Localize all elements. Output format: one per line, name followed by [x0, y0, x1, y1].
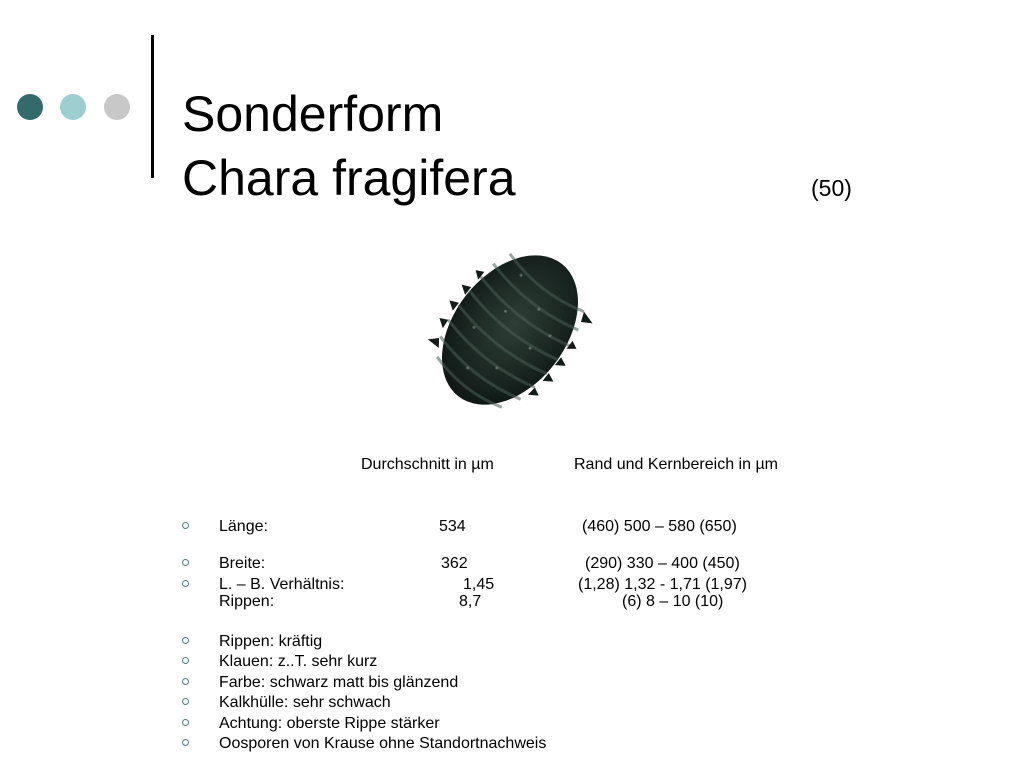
row-average-laenge: 534 — [439, 518, 466, 535]
column-header-average: Durchschnitt in µm — [361, 456, 494, 473]
title-divider — [151, 35, 154, 178]
row-average-verhaeltnis: 1,45 — [463, 576, 495, 593]
row-label-laenge: Länge: — [219, 518, 268, 535]
bullet-icon — [182, 719, 189, 726]
oospore-image — [425, 240, 595, 420]
bullet-icon — [182, 698, 189, 705]
decor-dot-grey — [104, 94, 130, 120]
note-item: Farbe: schwarz matt bis glänzend — [219, 674, 459, 691]
note-item: Rippen: kräftig — [219, 633, 323, 650]
row-label-verhaeltnis: L. – B. Verhältnis: — [219, 576, 345, 593]
bullet-icon — [182, 580, 189, 587]
note-item: Oosporen von Krause ohne Standortnachweis — [219, 735, 547, 752]
bullet-icon — [182, 559, 189, 566]
decor-dot-teal — [60, 94, 86, 120]
row-range-breite: (290) 330 – 400 (450) — [585, 555, 740, 572]
note-item: Klauen: z..T. sehr kurz — [219, 653, 378, 670]
note-item: Kalkhülle: sehr schwach — [219, 694, 391, 711]
row-average-breite: 362 — [441, 555, 468, 572]
row-label-rippen: Rippen: — [219, 593, 275, 610]
bullet-icon — [182, 739, 189, 746]
row-range-laenge: (460) 500 – 580 (650) — [582, 518, 737, 535]
bullet-icon — [182, 522, 189, 529]
slide-title — [182, 82, 516, 210]
row-range-rippen: (6) 8 – 10 (10) — [622, 593, 724, 610]
bullet-icon — [182, 678, 189, 685]
note-item: Achtung: oberste Rippe stärker — [219, 715, 440, 732]
title-line-2: Chara fragifera — [182, 150, 516, 206]
slide-number: (50) — [811, 175, 852, 201]
column-header-range: Rand und Kernbereich in µm — [574, 456, 778, 473]
row-average-rippen: 8,7 — [459, 593, 482, 610]
bullet-icon — [182, 637, 189, 644]
title-line-1: Sonderform — [182, 86, 444, 142]
row-range-verhaeltnis: (1,28) 1,32 - 1,71 (1,97) — [578, 576, 747, 593]
row-label-breite: Breite: — [219, 555, 266, 572]
bullet-icon — [182, 657, 189, 664]
decor-dot-dark — [17, 94, 43, 120]
